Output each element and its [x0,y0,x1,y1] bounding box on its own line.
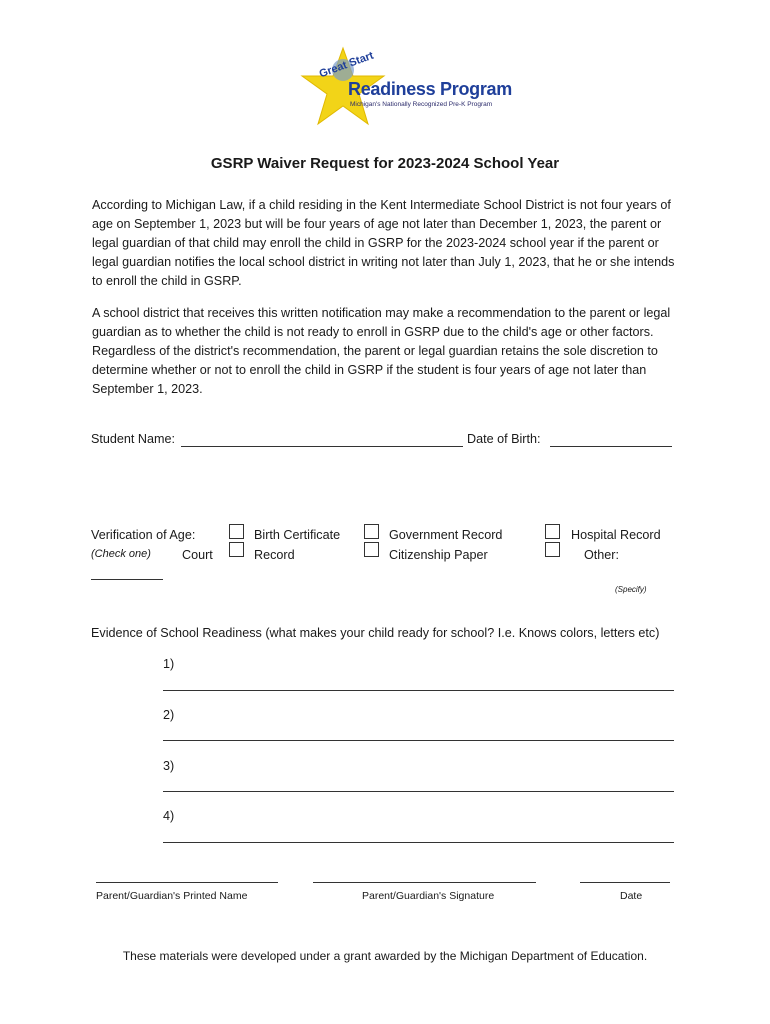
other-checkbox[interactable] [545,542,560,557]
printed-name-line[interactable] [96,882,278,883]
logo-brand-small: Great Start [317,49,376,81]
court-record-label: Record [254,548,295,562]
evidence-item-number: 4) [163,809,175,823]
citizenship-paper-label: Citizenship Paper [389,548,488,562]
law-paragraph: According to Michigan Law, if a child residing in the Kent Intermediate School District is not four years of age on September 1, 2023 but will be four years of age not later than December 1, 2023, the parent or legal guardian of that child may enroll the child in GSRP for the 2023-2024 school year if the parent or legal guardian notifies the local school district in writing not later than July 1, 2023, that he or she intends to enroll the child in GSRP. [92,198,675,288]
logo-tagline: Michigan's Nationally Recognized Pre-K Program [350,101,493,108]
citizenship-paper-checkbox[interactable] [364,542,379,557]
evidence-line-4[interactable] [163,842,674,843]
evidence-line-1[interactable] [163,690,674,691]
evidence-line-2[interactable] [163,740,674,741]
date-of-birth-field[interactable] [550,446,672,447]
signature-label: Parent/Guardian's Signature [362,890,495,902]
birth-certificate-checkbox[interactable] [229,524,244,539]
signature-line[interactable] [313,882,536,883]
other-label: Other: [584,548,619,562]
government-record-label: Government Record [389,528,503,542]
evidence-line-3[interactable] [163,791,674,792]
page-title: GSRP Waiver Request for 2023-2024 School Year [210,155,560,172]
verification-hint: (Check one) [91,548,151,560]
court-record-checkbox[interactable] [229,542,244,557]
logo-brand: Readiness Program [348,79,512,99]
other-specify-field[interactable] [91,579,163,580]
verification-label: Verification of Age: [91,528,196,542]
date-line[interactable] [580,882,670,883]
hospital-record-label: Hospital Record [571,528,661,542]
printed-name-label: Parent/Guardian's Printed Name [96,890,248,902]
government-record-checkbox[interactable] [364,524,379,539]
date-label: Date [620,890,643,902]
evidence-item-number: 2) [163,708,175,722]
evidence-prompt: Evidence of School Readiness (what makes your child ready for school? I.e. Knows colors, letters etc) [91,626,660,640]
program-logo [298,46,512,130]
evidence-item-number: 3) [163,759,175,773]
birth-certificate-label: Birth Certificate [254,528,341,542]
court-label: Court [182,548,213,562]
hospital-record-checkbox[interactable] [545,524,560,539]
student-name-label: Student Name: [91,432,176,446]
student-name-field[interactable] [181,446,463,447]
grant-footer: These materials were developed under a grant awarded by the Michigan Department of Education. [122,949,648,963]
date-of-birth-label: Date of Birth: [467,432,541,446]
specify-hint: (Specify) [615,585,647,594]
evidence-item-number: 1) [163,657,175,671]
recommendation-paragraph: A school district that receives this written notification may make a recommendation to the parent or legal guardian as to whether the child is not ready to enroll in GSRP due to the child's age or other factors. Regardless of the district's recommendation, the parent or legal guardian retains the sole discretion to determine whether or not to enroll the child in GSRP if the student is four years of age not later than September 1, 2023. [92,306,671,396]
